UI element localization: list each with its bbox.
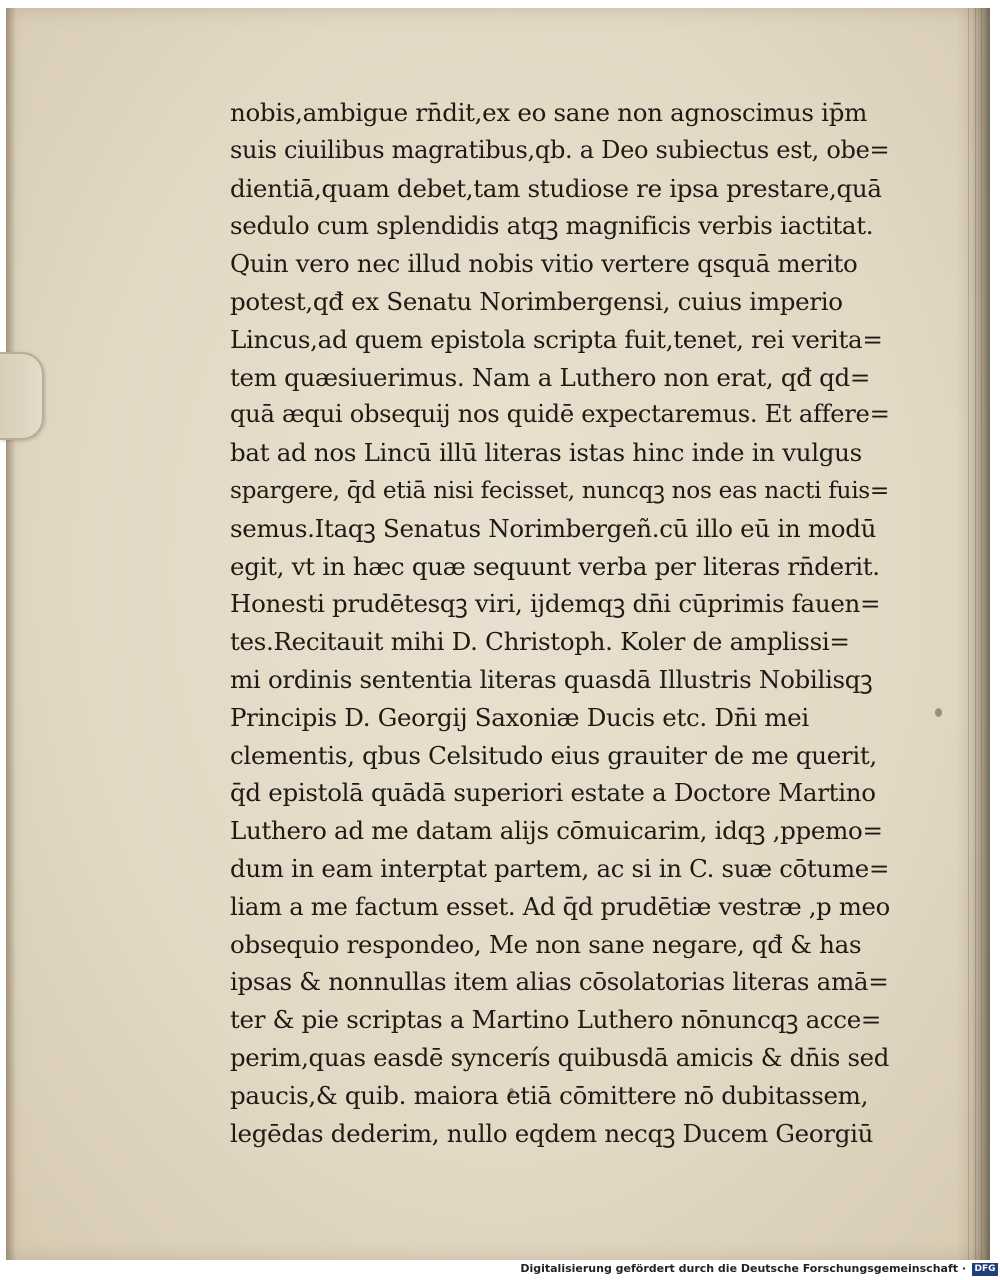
text-line: Luthero ad me datam alijs cōmuicarim, idqꝫ ,ppemo= — [230, 816, 883, 846]
text-line: mi ordinis sententia literas quasdā Illustris Nobilisqꝫ — [230, 664, 873, 694]
text-line: egit, vt in hæc quæ sequunt verba per literas rn̄derit. — [230, 551, 880, 581]
text-line: semus.Itaqꝫ Senatus Norimbergeñ.cū illo eū in modū — [230, 513, 877, 543]
text-line: paucis,& quib. maiora etiā cōmittere nō dubitassem, — [230, 1080, 869, 1110]
page-gutter-shadow — [956, 8, 990, 1260]
text-line: ter & pie scriptas a Martino Luthero nōnuncqꝫ acce= — [230, 1005, 882, 1035]
text-line: Quin vero nec illud nobis vitio vertere qsquā merito — [230, 249, 858, 279]
text-line: Principis D. Georgij Saxoniæ Ducis etc. Dn̄i mei — [230, 702, 809, 732]
page-left-edge — [6, 8, 16, 1260]
text-line: quā æqui obsequij nos quidē expectaremus. Et affere= — [230, 400, 890, 429]
text-line: sedulo cum splendidis atqꝫ magnificis verbis iactitat. — [230, 211, 874, 241]
digitization-credit: Digitalisierung gefördert durch die Deutsche Forschungsgemeinschaft · — [516, 1262, 970, 1275]
text-line: bat ad nos Lincū illū literas istas hinc inde in vulgus — [230, 438, 862, 468]
text-line: obsequio respondeo, Me non sane negare, qđ & has — [230, 929, 862, 959]
dfg-logo: DFG — [972, 1263, 998, 1276]
text-line: Lincus,ad quem epistola scripta fuit,tenet, rei verita= — [230, 324, 883, 354]
paper-spot — [935, 708, 942, 717]
text-line: liam a me factum esset. Ad q̄d prudētiæ vestræ ,p meo — [230, 891, 890, 921]
text-line: perim,quas easdē syncerís quibusdā amicis & dn̄is sed — [230, 1042, 890, 1072]
text-line: ipsas & nonnullas item alias cōsolatorias literas amā= — [230, 967, 889, 997]
book-page — [6, 8, 990, 1260]
text-line: tem quæsiuerimus. Nam a Luthero non erat, qđ qd= — [230, 362, 871, 392]
text-line: dum in eam interptat partem, ac si in C. suæ cōtume= — [230, 853, 890, 883]
text-line: tes.Recitauit mihi D. Christoph. Koler de amplissi= — [230, 627, 850, 657]
text-line: dientiā,quam debet,tam studiose re ipsa prestare,quā — [230, 173, 882, 203]
text-line: spargere, q̄d etiā nisi fecisset, nuncqꝫ nos eas nacti fuis= — [230, 476, 890, 504]
text-line: Honesti prudētesqꝫ viri, ijdemqꝫ dn̄i cūprimis fauen= — [230, 589, 881, 619]
text-line: q̄d epistolā quādā superiori estate a Doctore Martino — [230, 778, 876, 808]
book-clasp — [0, 352, 44, 440]
text-line: clementis, qbus Celsitudo eius grauiter de me querit, — [230, 740, 877, 770]
text-line: nobis,ambigue rn̄dit,ex eo sane non agnoscimus ip̄m — [230, 98, 868, 127]
text-line: legēdas dederim, nullo eqdem necqꝫ Ducem Georgiū — [230, 1118, 874, 1148]
page-text-block — [230, 94, 890, 1152]
text-line: potest,qđ ex Senatu Norimbergensi, cuius imperio — [230, 286, 843, 316]
text-line: suis ciuilibus magratibus,qb. a Deo subiectus est, obe= — [230, 135, 890, 164]
